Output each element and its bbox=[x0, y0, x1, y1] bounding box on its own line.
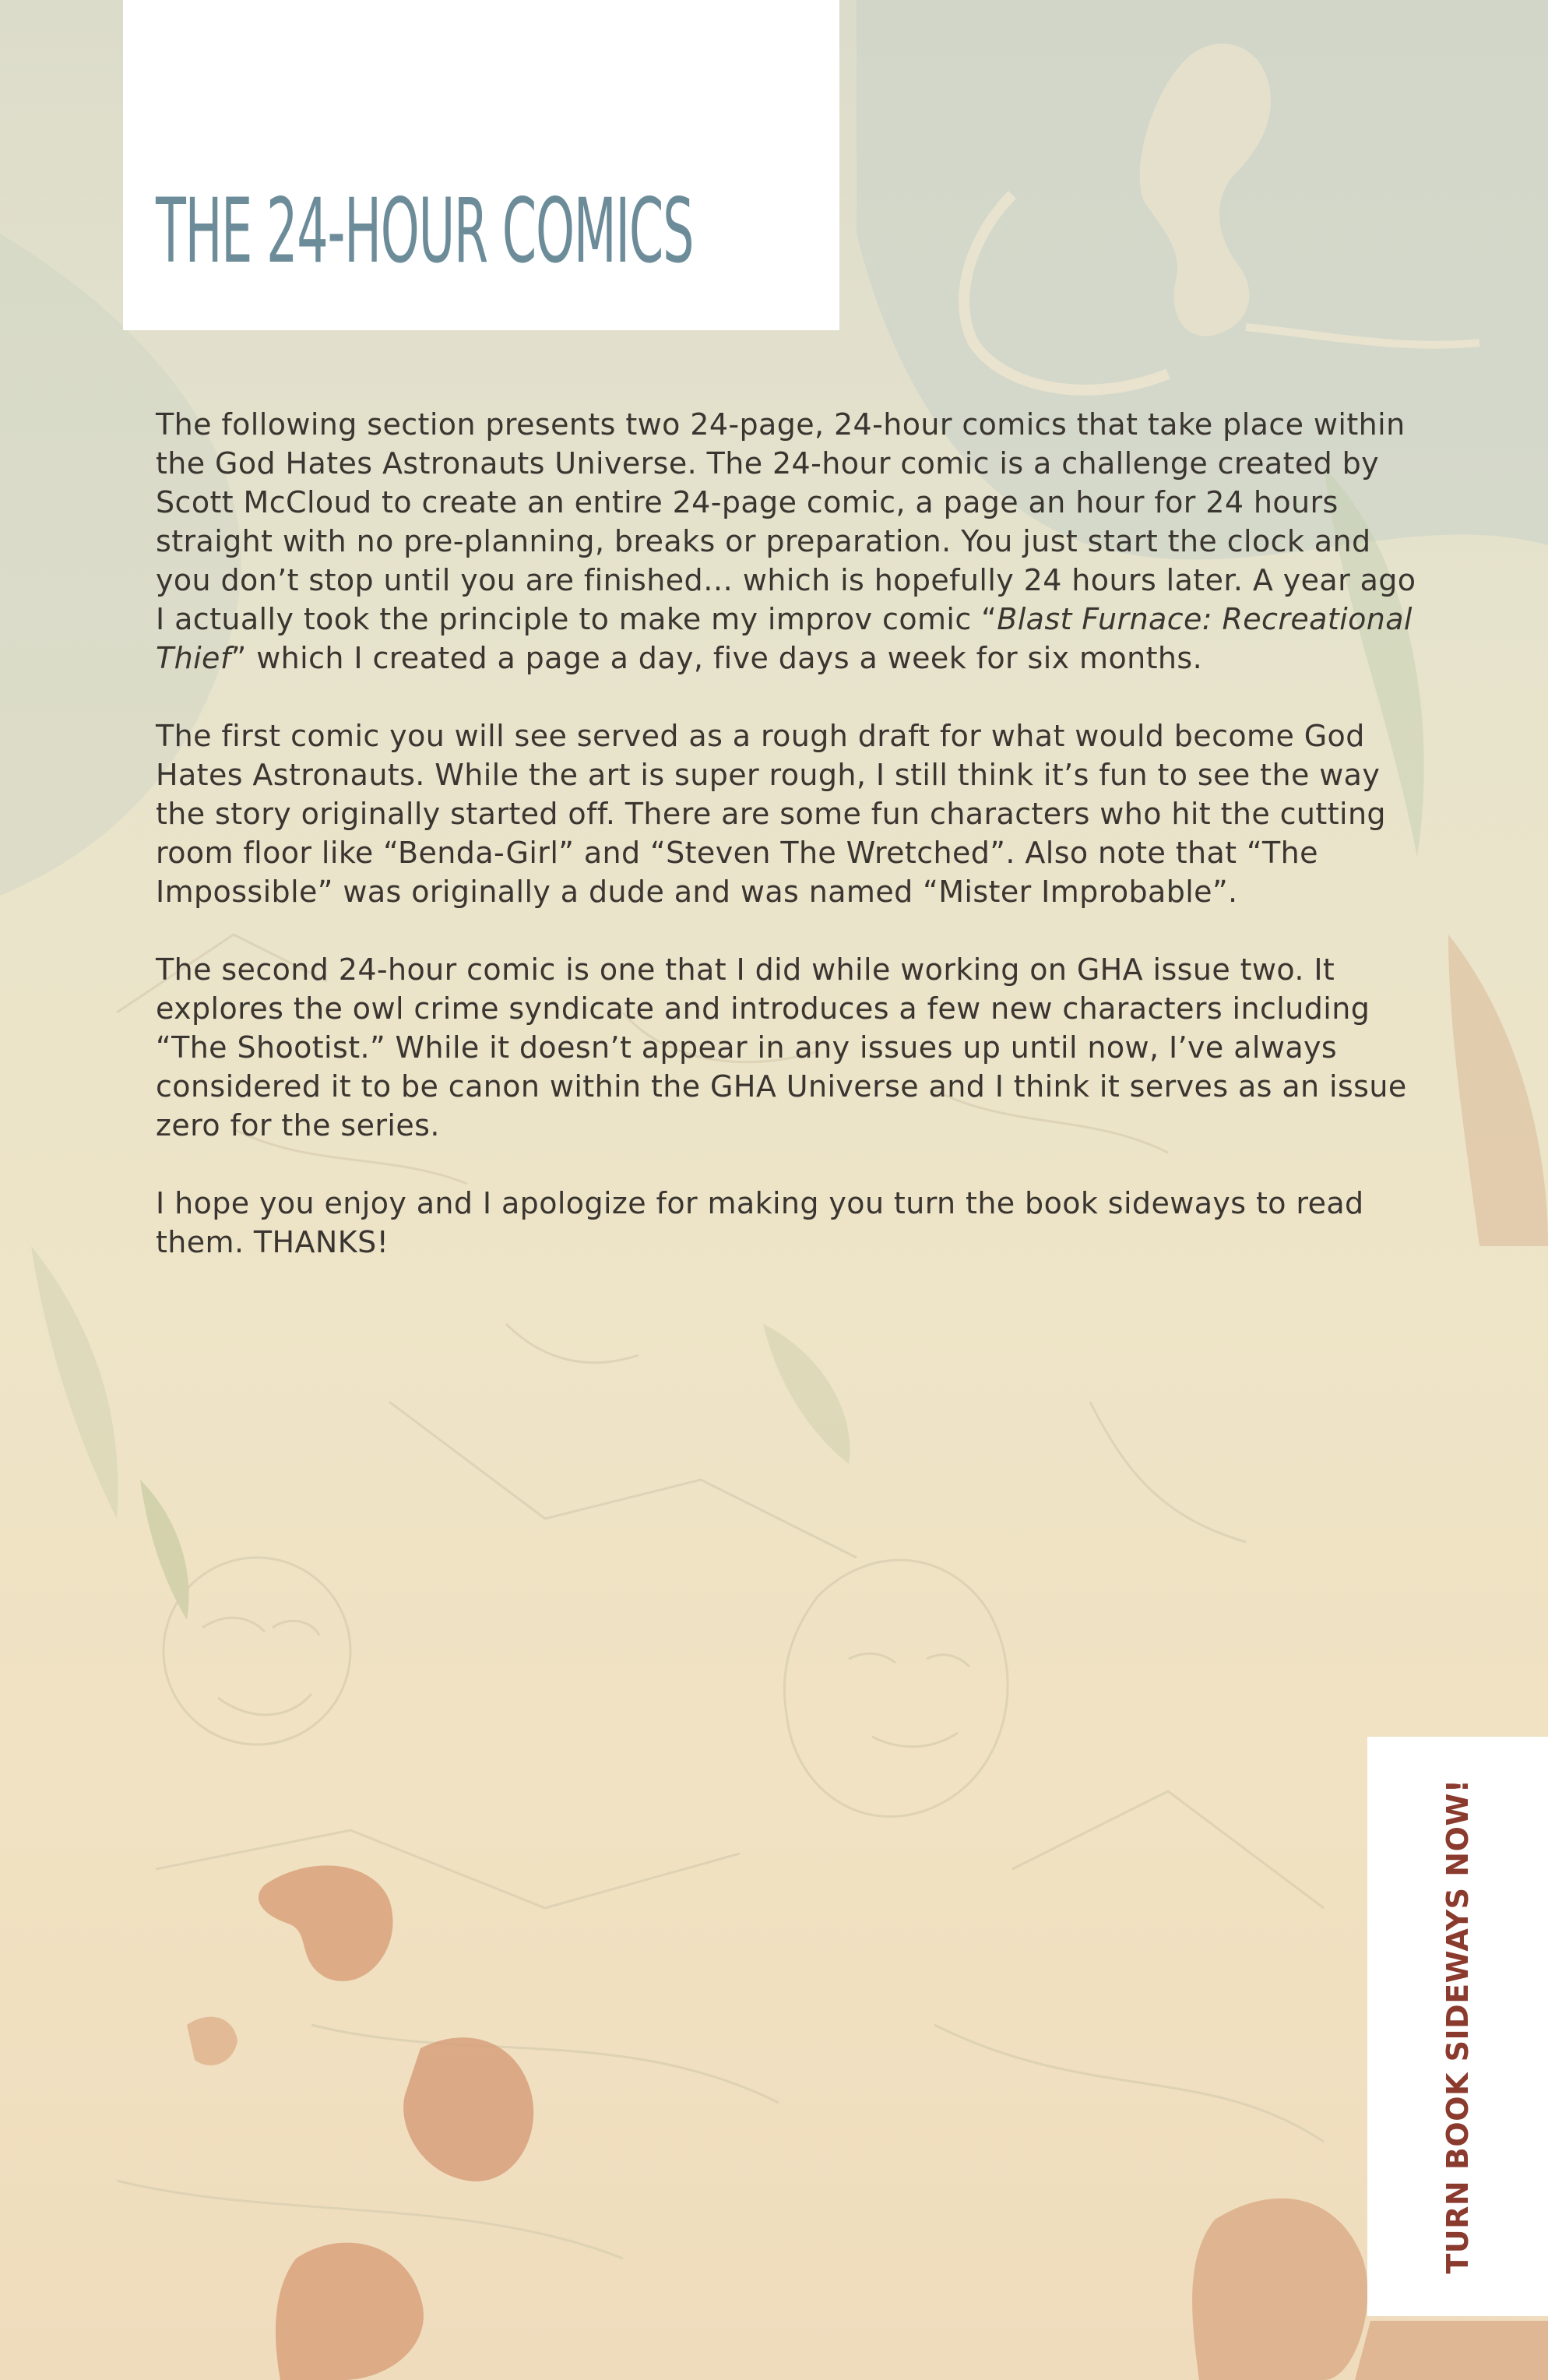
paragraph-1-text-end: ” which I created a page a day, five days a week for six months. bbox=[230, 641, 1203, 675]
paragraph-4: I hope you enjoy and I apologize for making you turn the book sideways to read them. THANKS! bbox=[156, 1186, 1364, 1259]
paragraph-3: The second 24-hour comic is one that I did while working on GHA issue two. It explores the owl crime syndicate and introduces a few new characters including “The Shootist.” While it doesn’t appear in any issues up until now, I’ve always considered it to be canon within the GHA Universe and I think it serves as an issue zero for the series. bbox=[156, 952, 1407, 1142]
paragraph-1-text: The following section presents two 24-page, 24-hour comics that take place within the God Hates Astronauts Universe. The 24-hour comic is a challenge created by Scott McCloud to create an entire 24-page comic, a page an hour for 24 hours straight with no pre-planning, breaks or preparation. You just start the clock and you don’t stop until you are finished… which is hopefully 24 hours later. A year ago I actually took the principle to make my improv comic “ bbox=[156, 407, 1416, 636]
page-title: THE 24-HOUR COMICS bbox=[156, 179, 694, 283]
paragraph-1 bbox=[156, 405, 1417, 678]
turn-sideways-label: TURN BOOK SIDEWAYS NOW! bbox=[1441, 1779, 1475, 2274]
title-box bbox=[123, 0, 839, 330]
paragraph-1-italic-title: Blast Furnace: Recreational Thief bbox=[156, 602, 1413, 675]
turn-sideways-tab bbox=[1367, 1737, 1548, 2316]
body-text bbox=[156, 405, 1417, 1301]
paragraph-2: The first comic you will see served as a rough draft for what would become God Hates Astronauts. While the art is super rough, I still think it’s fun to see the way the story originally started off. There are some fun characters who hit the cutting room floor like “Benda-Girl” and “Steven The Wretched”. Also note that “The Impossible” was originally a dude and was named “Mister Improbable”. bbox=[156, 719, 1386, 909]
